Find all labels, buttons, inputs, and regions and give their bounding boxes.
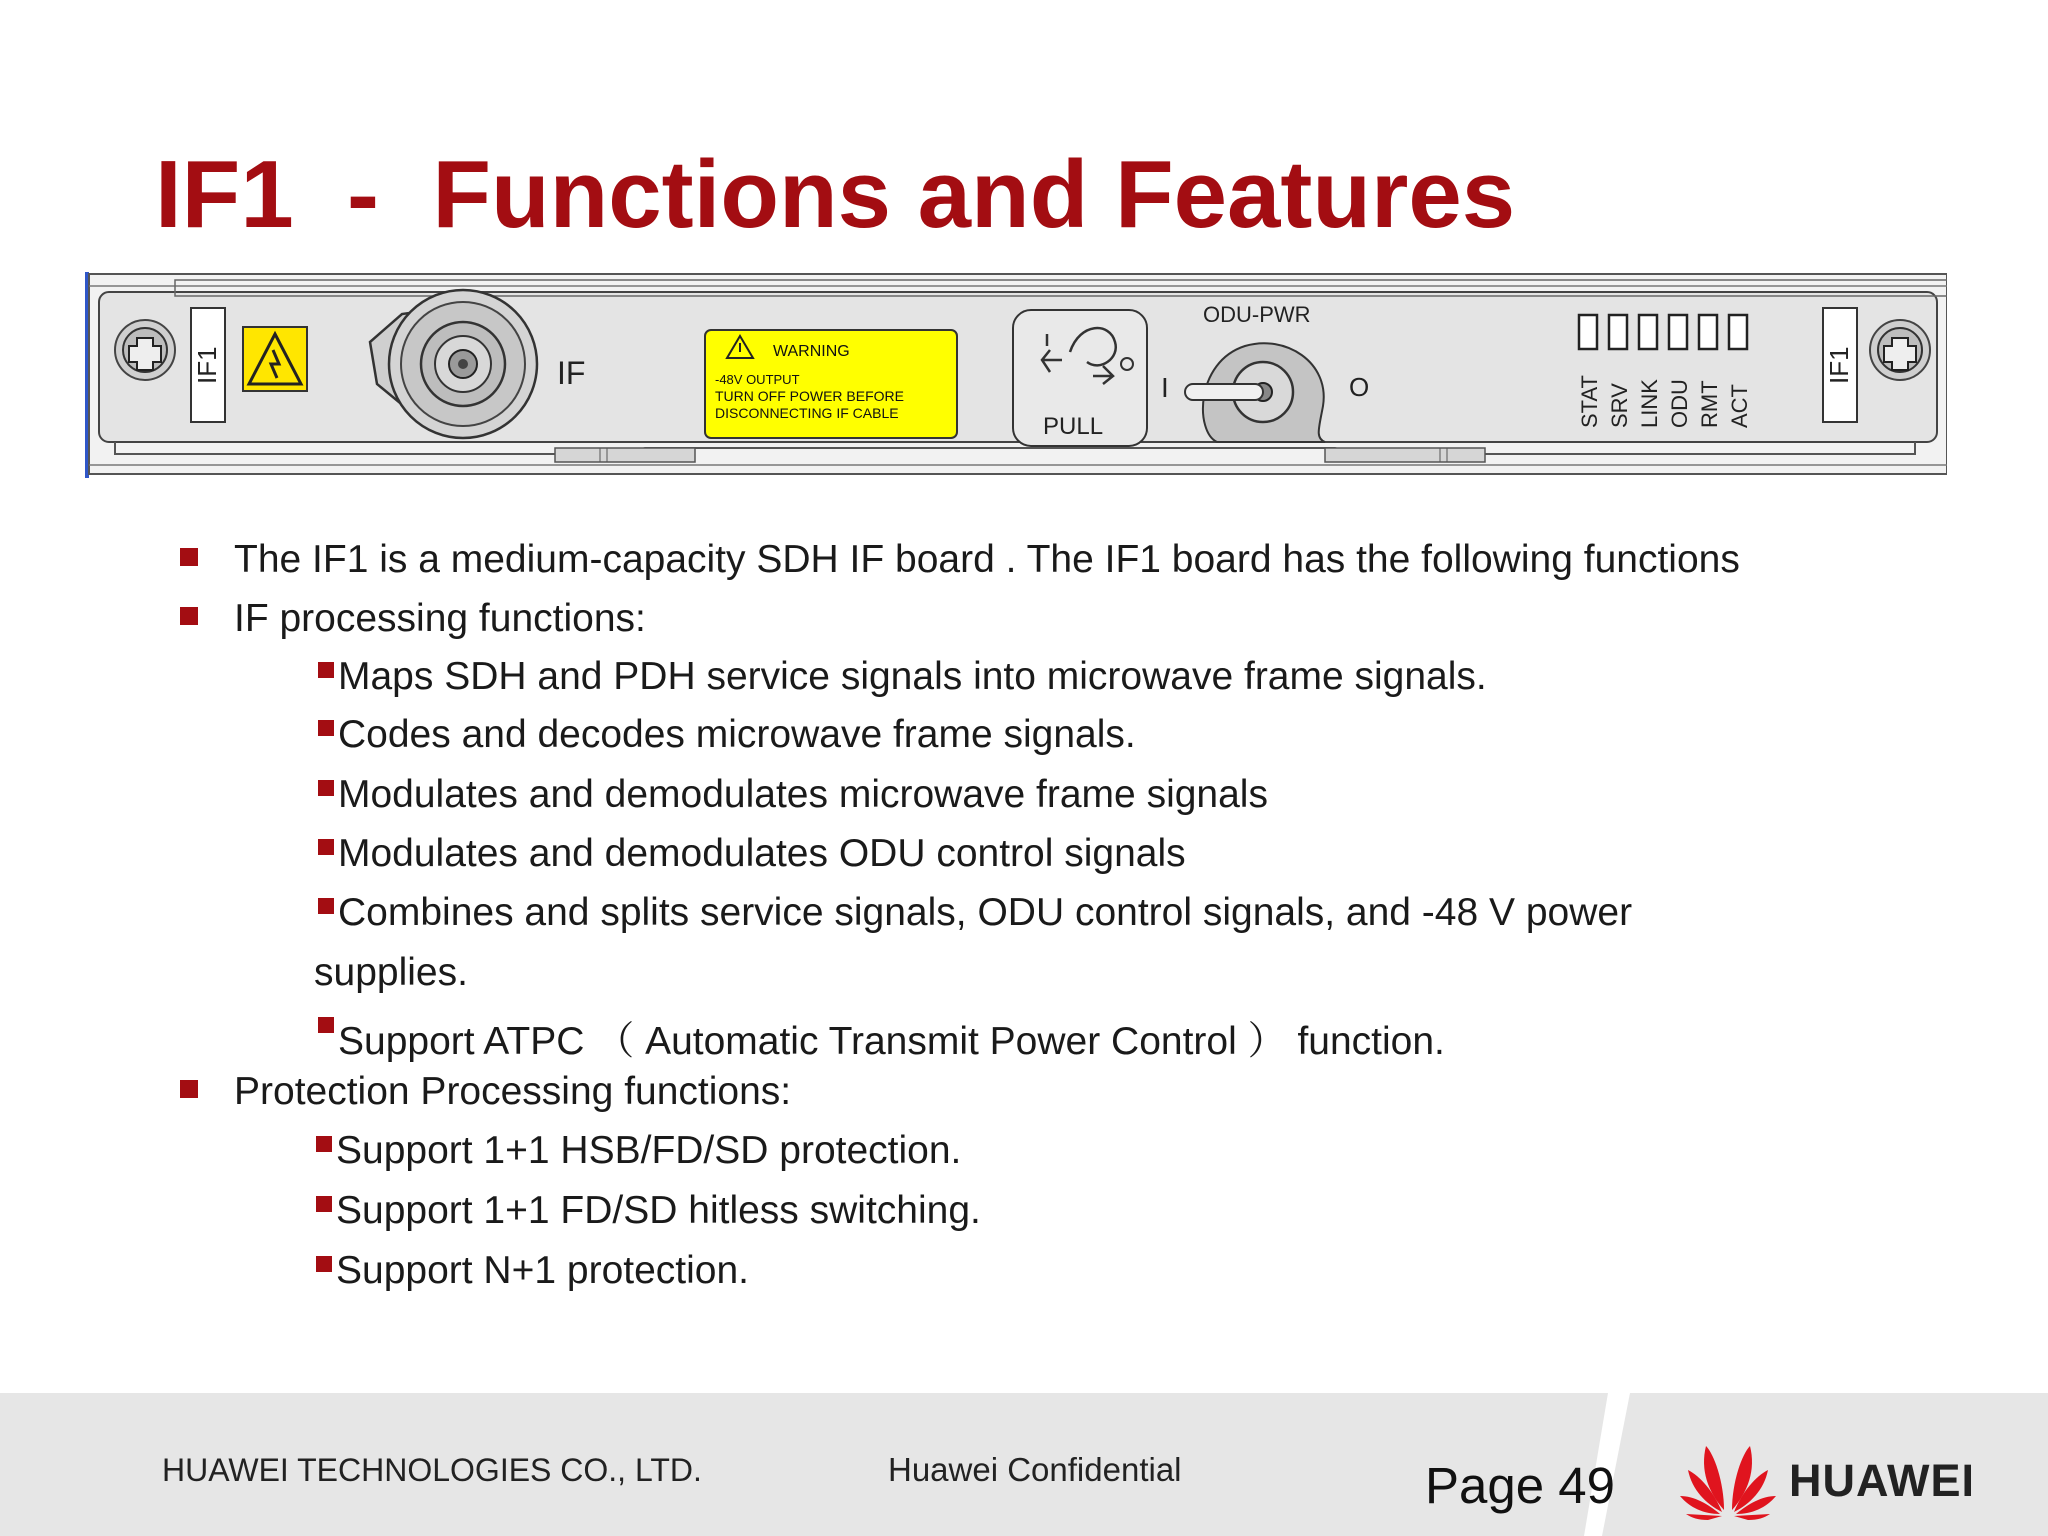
prot-item: [316, 1189, 981, 1233]
prot-item: [316, 1129, 961, 1173]
indicator-stat: STAT: [1577, 375, 1602, 428]
bullet-if-heading: IF processing functions:: [234, 597, 646, 640]
if-item: [318, 832, 1186, 876]
if-item-text: Modulates and demodulates ODU control signals: [338, 832, 1186, 875]
board-right-label: IF1: [1824, 346, 1854, 384]
prot-item-text: Support N+1 protection.: [336, 1249, 750, 1292]
huawei-logo-icon: [1678, 1432, 1778, 1522]
indicator-odu: ODU: [1667, 379, 1692, 428]
pull-label: PULL: [1043, 413, 1104, 440]
board-left-label: IF1: [192, 346, 222, 384]
sub-bullet-marker: [318, 898, 334, 914]
bullet-marker: [180, 607, 198, 625]
switch-on-mark: I: [1161, 372, 1169, 403]
switch-off-mark: O: [1349, 372, 1370, 402]
bullet-prot-heading: Protection Processing functions:: [234, 1070, 792, 1113]
prot-item-text: Support 1+1 FD/SD hitless switching.: [336, 1189, 981, 1232]
footer-confidential: Huawei Confidential: [888, 1451, 1182, 1488]
if-item: [318, 891, 1632, 935]
if-item-text: Codes and decodes microwave frame signals.: [338, 713, 1136, 756]
sub-bullet-marker: [316, 1136, 332, 1152]
indicator-rmt: RMT: [1697, 380, 1722, 428]
if-item: [318, 713, 1136, 757]
if-item-text: Maps SDH and PDH service signals into microwave frame signals.: [338, 655, 1487, 698]
warning-title: WARNING: [773, 343, 850, 360]
odu-pwr-label: ODU-PWR: [1203, 302, 1311, 327]
if-item-text: Modulates and demodulates microwave frame signals: [338, 773, 1268, 816]
page-number: Page 49: [1425, 1457, 1616, 1514]
sub-bullet-marker: [318, 662, 334, 678]
if-item: [318, 773, 1268, 817]
sub-bullet-marker: [316, 1196, 332, 1212]
bullet-intro: The IF1 is a medium-capacity SDH IF board . The IF1 board has the following functions: [234, 538, 1740, 581]
if-item: [318, 1010, 1445, 1066]
indicator-link: LINK: [1637, 379, 1662, 428]
warning-line3: DISCONNECTING IF CABLE: [715, 405, 899, 421]
sub-bullet-marker: [318, 780, 334, 796]
sub-bullet-marker: [318, 720, 334, 736]
bullet-marker: [180, 548, 198, 566]
if-port-label: IF: [557, 355, 586, 391]
sub-bullet-marker: [318, 1017, 334, 1033]
if-item: [318, 655, 1487, 699]
warning-line2: TURN OFF POWER BEFORE: [715, 388, 904, 404]
prot-item-text: Support 1+1 HSB/FD/SD protection.: [336, 1129, 962, 1172]
sub-bullet-marker: [316, 1256, 332, 1272]
bullet-marker: [180, 1080, 198, 1098]
if-item-continuation: supplies.: [314, 951, 468, 994]
huawei-logo-text: HUAWEI: [1789, 1455, 1975, 1506]
if-item-text: Support ATPC （ Automatic Transmit Power Control ） function.: [338, 1020, 1445, 1063]
footer-company: HUAWEI TECHNOLOGIES CO., LTD.: [162, 1452, 702, 1488]
indicator-act: ACT: [1727, 384, 1752, 428]
warning-line1: -48V OUTPUT: [715, 372, 800, 387]
slide-title: IF1 - Functions and Features: [155, 141, 1516, 248]
indicator-srv: SRV: [1607, 383, 1632, 428]
sub-bullet-marker: [318, 839, 334, 855]
if-item-text: Combines and splits service signals, ODU control signals, and -48 V power: [338, 891, 1633, 934]
prot-item: [316, 1249, 749, 1293]
